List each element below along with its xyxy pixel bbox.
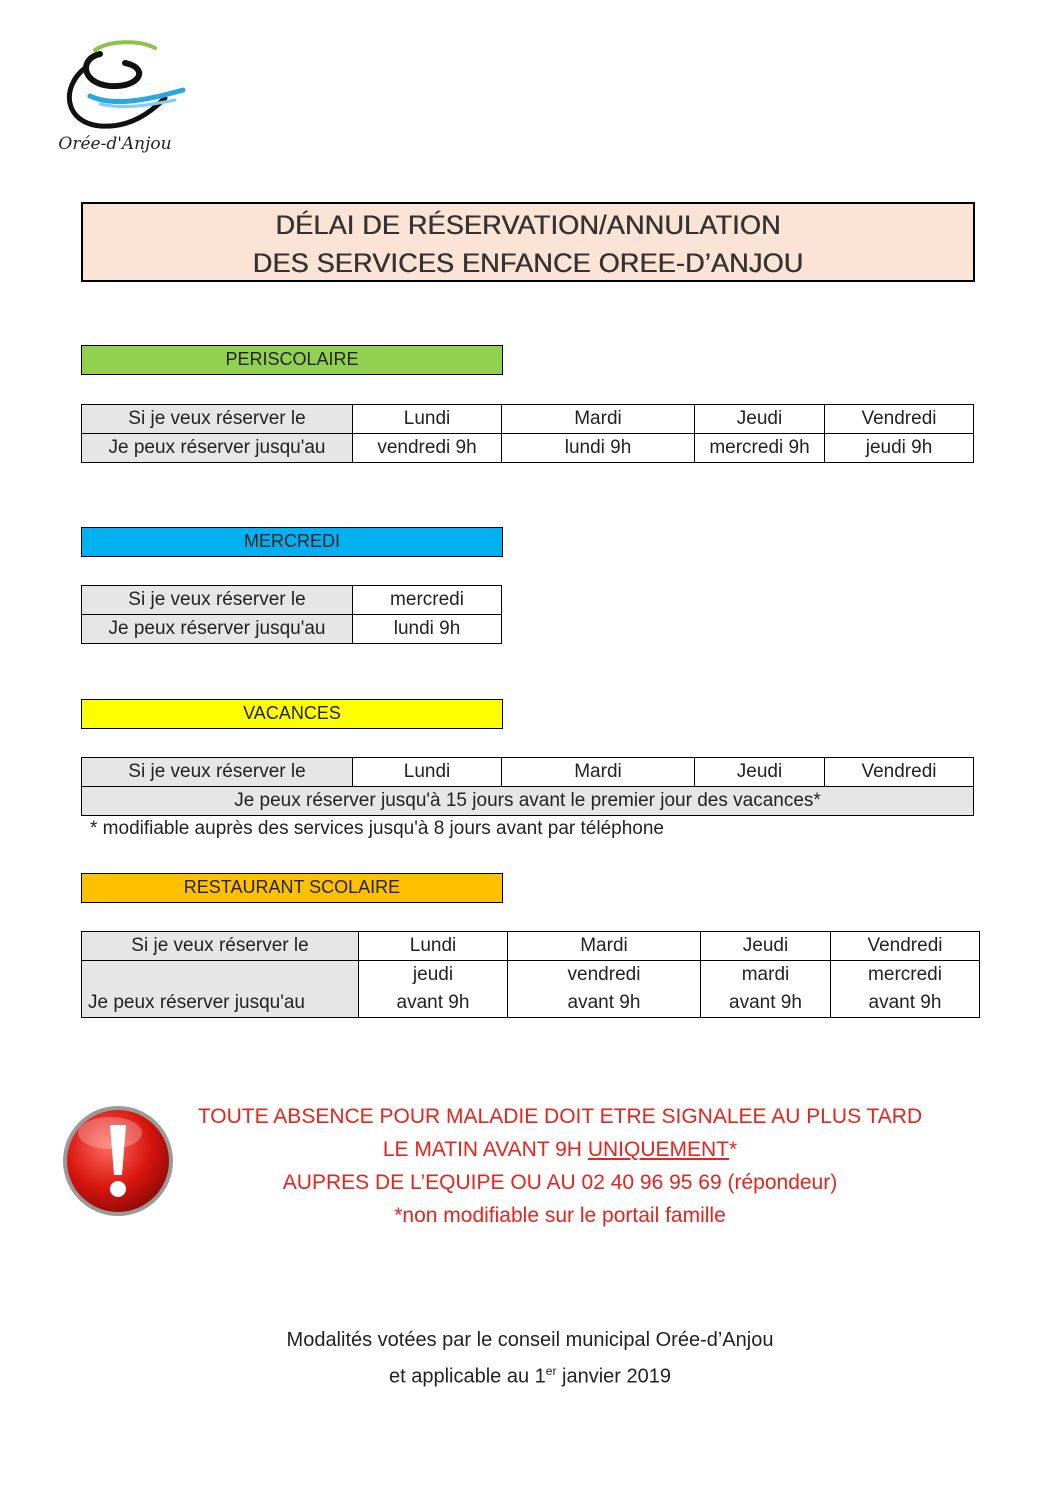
deadline-time: avant 9h xyxy=(729,992,802,1013)
row-header: Si je veux réserver le xyxy=(82,932,359,961)
warning-line-3: AUPRES DE L’EQUIPE OU AU 02 40 96 95 69 (répondeur) xyxy=(282,1171,838,1194)
deadline-cell: vendredi 9h xyxy=(353,434,502,463)
periscolaire-table xyxy=(81,404,974,463)
title-line-1: DÉLAI DE RÉSERVATION/ANNULATION xyxy=(275,210,781,240)
deadline-time: avant 9h xyxy=(868,992,942,1013)
deadline-cell xyxy=(701,961,831,1018)
table-row xyxy=(82,615,502,644)
deadline-cell: jeudi 9h xyxy=(825,434,974,463)
section-restaurant xyxy=(81,873,503,903)
deadline-cell xyxy=(359,961,508,1018)
day-cell: Lundi xyxy=(353,758,502,787)
warning-asterisk: * xyxy=(728,1138,738,1161)
logo xyxy=(55,38,190,168)
warning-line-2 xyxy=(180,1133,940,1166)
row-header: Si je veux réserver le xyxy=(82,758,353,787)
footer-note xyxy=(180,1325,880,1393)
deadline-cell xyxy=(831,961,980,1018)
deadline-day: mercredi xyxy=(868,964,942,985)
table-row xyxy=(82,434,974,463)
section-mercredi-label: MERCREDI xyxy=(243,531,340,551)
warning-emphasis: UNIQUEMENT xyxy=(587,1138,729,1161)
footer-line-2-text: et applicable au 1 xyxy=(389,1365,546,1388)
day-cell: Mardi xyxy=(502,405,695,434)
vacances-deadline-cell: Je peux réserver jusqu'à 15 jours avant le premier jour des vacances* xyxy=(82,787,974,816)
table-row xyxy=(82,586,502,615)
footer-line-2-end: janvier 2019 xyxy=(556,1365,671,1388)
vacances-table xyxy=(81,757,974,816)
deadline-time: avant 9h xyxy=(567,992,641,1013)
table-row xyxy=(82,961,980,1018)
day-cell: Mardi xyxy=(502,758,695,787)
row-header: Si je veux réserver le xyxy=(82,405,353,434)
day-cell: Jeudi xyxy=(701,932,831,961)
deadline-cell: lundi 9h xyxy=(502,434,695,463)
mercredi-table xyxy=(81,585,502,644)
table-row xyxy=(82,787,974,816)
warning-icon xyxy=(60,1103,176,1219)
section-periscolaire-label: PERISCOLAIRE xyxy=(225,349,359,369)
row-header: Je peux réserver jusqu'au xyxy=(82,615,353,644)
warning-line-1: TOUTE ABSENCE POUR MALADIE DOIT ETRE SIGNALEE AU PLUS TARD xyxy=(197,1105,923,1128)
table-row xyxy=(82,405,974,434)
table-row xyxy=(82,932,980,961)
day-cell: Vendredi xyxy=(831,932,980,961)
logo-text: Orée-d'Anjou xyxy=(58,134,172,154)
deadline-day: jeudi xyxy=(412,964,454,985)
day-cell: Lundi xyxy=(359,932,508,961)
day-cell: mercredi xyxy=(353,586,502,615)
deadline-day: vendredi xyxy=(567,964,641,985)
deadline-cell xyxy=(508,961,701,1018)
vacances-note: * modifiable auprès des services jusqu'à 8 jours avant par téléphone xyxy=(90,818,664,839)
section-periscolaire xyxy=(81,345,503,375)
warning-line-2-text: LE MATIN AVANT 9H xyxy=(382,1138,588,1161)
section-restaurant-label: RESTAURANT SCOLAIRE xyxy=(183,877,401,897)
warning-message xyxy=(180,1100,940,1232)
footer-line-1: Modalités votées par le conseil municipal Orée-d’Anjou xyxy=(286,1329,774,1351)
table-row xyxy=(82,758,974,787)
deadline-day: mardi xyxy=(741,964,790,985)
deadline-cell: mercredi 9h xyxy=(695,434,825,463)
section-vacances-label: VACANCES xyxy=(243,703,341,723)
day-cell: Lundi xyxy=(353,405,502,434)
row-header: Si je veux réserver le xyxy=(82,586,353,615)
row-header: Je peux réserver jusqu'au xyxy=(82,961,359,1018)
restaurant-table xyxy=(81,931,980,1018)
day-cell: Jeudi xyxy=(695,405,825,434)
day-cell: Mardi xyxy=(508,932,701,961)
deadline-cell: lundi 9h xyxy=(353,615,502,644)
footer-superscript: er xyxy=(545,1364,557,1378)
footer-line-2 xyxy=(180,1356,880,1393)
day-cell: Vendredi xyxy=(825,758,974,787)
day-cell: Vendredi xyxy=(825,405,974,434)
section-mercredi xyxy=(81,527,503,557)
logo-mark-icon xyxy=(55,38,190,138)
document-title-box xyxy=(81,202,975,282)
title-line-2: DES SERVICES ENFANCE OREE-D’ANJOU xyxy=(252,248,804,278)
row-header: Je peux réserver jusqu'au xyxy=(82,434,353,463)
day-cell: Jeudi xyxy=(695,758,825,787)
warning-line-4: *non modifiable sur le portail famille xyxy=(394,1204,726,1227)
deadline-time: avant 9h xyxy=(396,992,470,1013)
section-vacances xyxy=(81,699,503,729)
